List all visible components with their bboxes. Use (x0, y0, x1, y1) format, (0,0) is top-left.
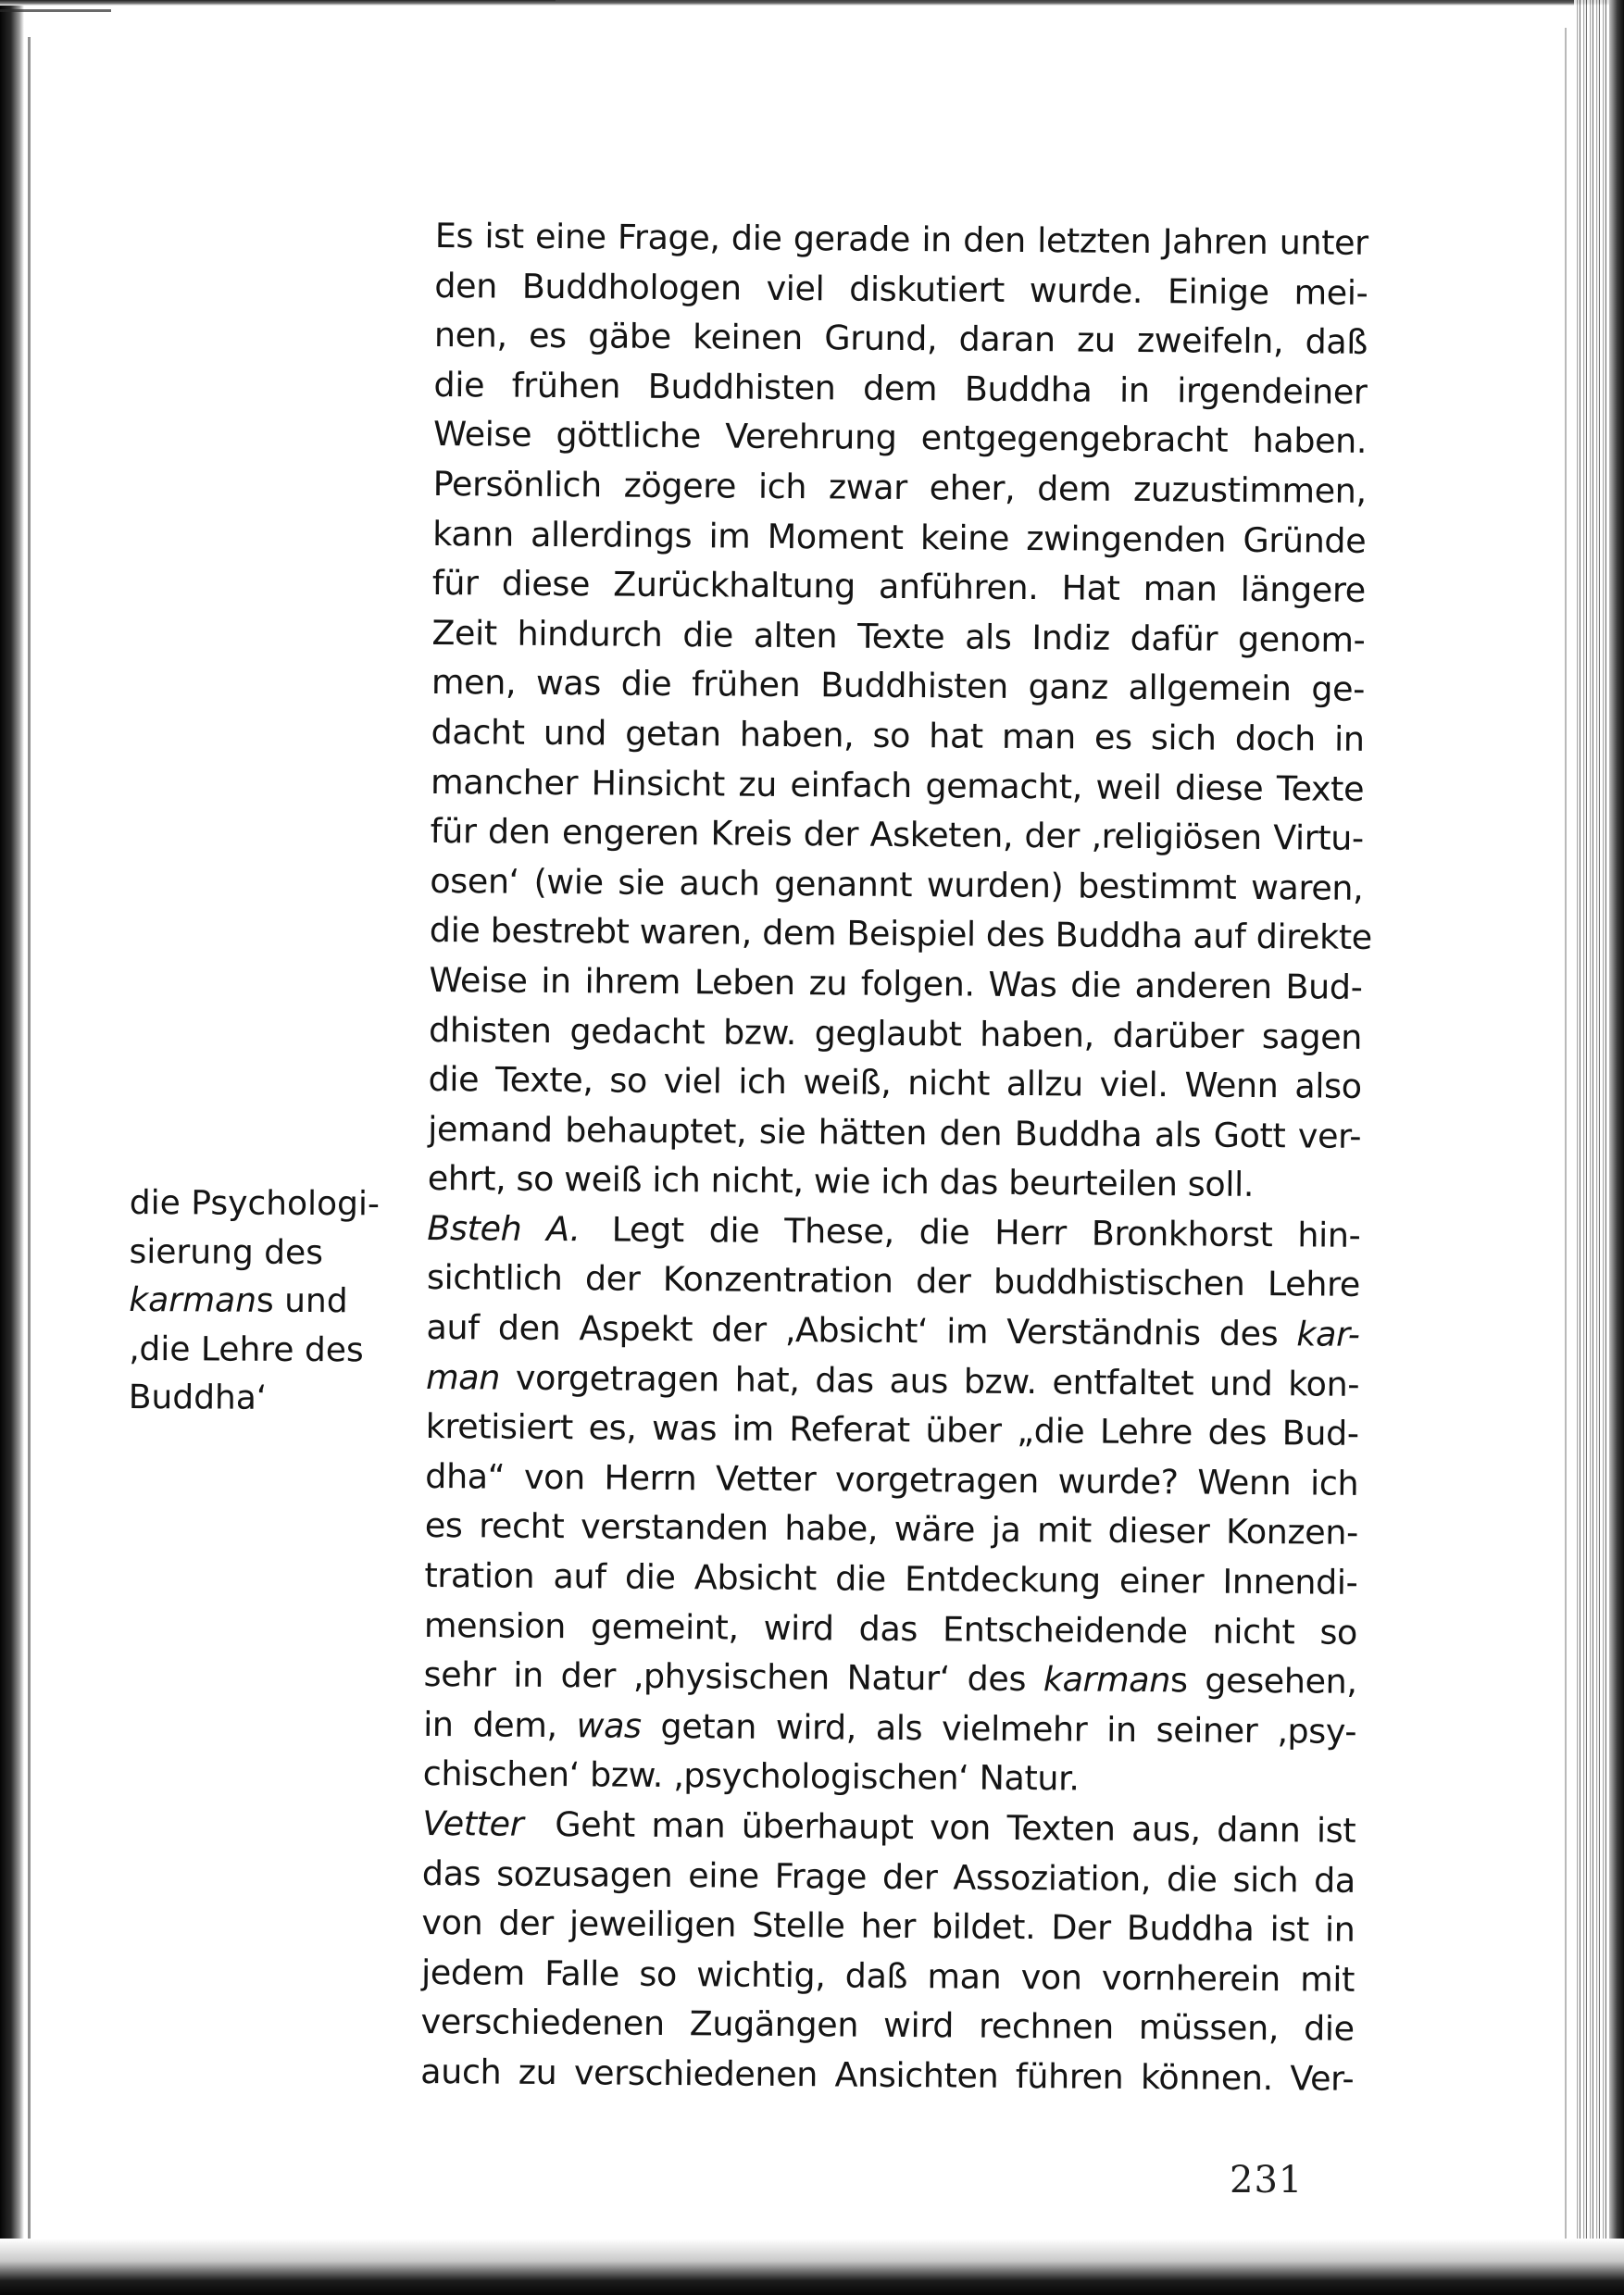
text-fragment: Geht man überhaupt von Texten aus, dann ist (555, 1804, 1356, 1851)
italic-term: karman (1043, 1659, 1171, 1701)
text-line: sichtlich der Konzentration der buddhistischen Lehre (426, 1257, 1361, 1305)
text-line: für den engeren Kreis der Asketen, der ‚religiösen Virtu- (430, 811, 1364, 859)
text-line: men, was die frühen Buddhisten ganz allgemein ge- (431, 662, 1366, 710)
top-edge-shadow (556, 0, 1624, 3)
text-line: ehrt, so weiß ich nicht, wie ich das beurteilen soll. (427, 1158, 1255, 1205)
text-line: Weise göttliche Verehrung entgegengebracht haben. (432, 414, 1368, 462)
text-fragment: vorgetragen hat, das aus bzw. entfaltet und kon- (515, 1357, 1360, 1404)
text-line: Zeit hindurch die alten Texte als Indiz dafür genom- (431, 612, 1366, 660)
text-line: mancher Hinsicht zu einfach gemacht, weil diese Texte (430, 761, 1365, 809)
margin-note-line: sierung des (129, 1232, 324, 1272)
text-line: dacht und getan haben, so hat man es sich doch in (431, 711, 1365, 759)
italic-term: kar- (1296, 1314, 1360, 1354)
text-fragment: in dem, (422, 1703, 557, 1745)
bottom-page-edge (0, 2239, 1624, 2295)
speaker-name: Vetter (422, 1802, 524, 1844)
italic-term: man (425, 1356, 501, 1398)
text-line: das sozusagen eine Frage der Assoziation, die sich da (421, 1852, 1356, 1901)
page-number: 231 (1230, 2159, 1304, 2201)
text-line: kann allerdings im Moment keine zwingenden Gründe (432, 513, 1367, 561)
text-line: jemand behauptet, sie hätten den Buddha als Gott ver- (428, 1108, 1362, 1156)
text-line: für diese Zurückhaltung anführen. Hat man längere (431, 563, 1366, 611)
text-line (426, 1353, 1359, 1410)
margin-note-line: ‚die Lehre des (128, 1329, 364, 1369)
text-fragment: s gesehen, (1169, 1660, 1357, 1703)
text-line: nen, es gäbe keinen Grund, daran zu zweifeln, daß (433, 315, 1368, 363)
text-line: dhisten gedacht bzw. geglaubt haben, darüber sagen (428, 1009, 1363, 1057)
text-line: osen‘ (wie sie auch genannt wurden) bestimmt waren, (430, 860, 1364, 908)
text-line (422, 1799, 1355, 1856)
text-line (423, 1700, 1356, 1757)
margin-note-term: karman (129, 1280, 257, 1320)
text-line: Weise in ihrem Leben zu folgen. Was die anderen Bud- (429, 959, 1363, 1007)
text-fragment: Legt die These, die Herr Bronkhorst hin- (611, 1209, 1361, 1255)
text-line: den Buddhologen viel diskutiert wurde. Einige mei- (434, 265, 1368, 313)
text-line: tration auf die Absicht die Entdeckung einer Innendi- (424, 1554, 1358, 1603)
margin-note-line: Buddha‘ (128, 1378, 268, 1417)
text-line: mension gemeint, wird das Entscheidende nicht so (423, 1604, 1358, 1653)
speaker-name: Bsteh A. (427, 1207, 581, 1250)
text-line: auch zu verschiedenen Ansichten führen können. Ver- (420, 2051, 1355, 2099)
fore-edge-rule (1565, 28, 1567, 2240)
italic-term: was (576, 1705, 642, 1746)
margin-note-line: karmans und (129, 1280, 348, 1321)
text-line: jedem Falle so wichtig, daß man von vornherein mit (420, 1952, 1355, 2000)
text-line: verschiedenen Zugängen wird rechnen müssen, die (420, 2002, 1355, 2050)
text-line: Es ist eine Frage, die gerade in den letzten Jahren unter (434, 215, 1368, 263)
text-line: Persönlich zögere ich zwar eher, dem zuzustimmen, (432, 463, 1367, 511)
text-line: chischen‘ bzw. ‚psychologischen‘ Natur. (422, 1753, 1080, 1799)
text-line: kretisiert es, was im Referat über „die Lehre des Bud- (425, 1406, 1359, 1454)
text-fragment: auf den Aspekt der ‚Absicht‘ im Verständnis des (426, 1307, 1279, 1354)
text-line: es recht verstanden habe, wäre ja mit dieser Konzen- (424, 1505, 1358, 1553)
binding-line (28, 37, 31, 2240)
binding-shadow (0, 0, 24, 2295)
fore-edge-shadow (1609, 0, 1624, 2295)
text-line (427, 1204, 1360, 1261)
top-edge-mark (0, 9, 111, 12)
text-fragment: getan wird, als vielmehr in seiner ‚psy- (660, 1705, 1357, 1752)
text-line: dha“ von Herrn Vetter vorgetragen wurde? Wenn ich (425, 1455, 1359, 1503)
margin-note-line: die Psychologi- (129, 1183, 381, 1224)
text-line (423, 1650, 1356, 1707)
text-line (426, 1303, 1359, 1360)
body-text (420, 211, 1372, 2103)
text-fragment: sehr in der ‚physischen Natur‘ des (423, 1654, 1027, 1700)
margin-note (129, 1179, 407, 1424)
text-line: von der jeweiligen Stelle her bildet. Der Buddha ist in (421, 1902, 1355, 1951)
text-line: die bestrebt waren, dem Beispiel des Buddha auf direkte (429, 910, 1372, 958)
text-line: die frühen Buddhisten dem Buddha in irgendeiner (433, 364, 1368, 412)
text-line: die Texte, so viel ich weiß, nicht allzu viel. Wenn also (428, 1059, 1362, 1106)
